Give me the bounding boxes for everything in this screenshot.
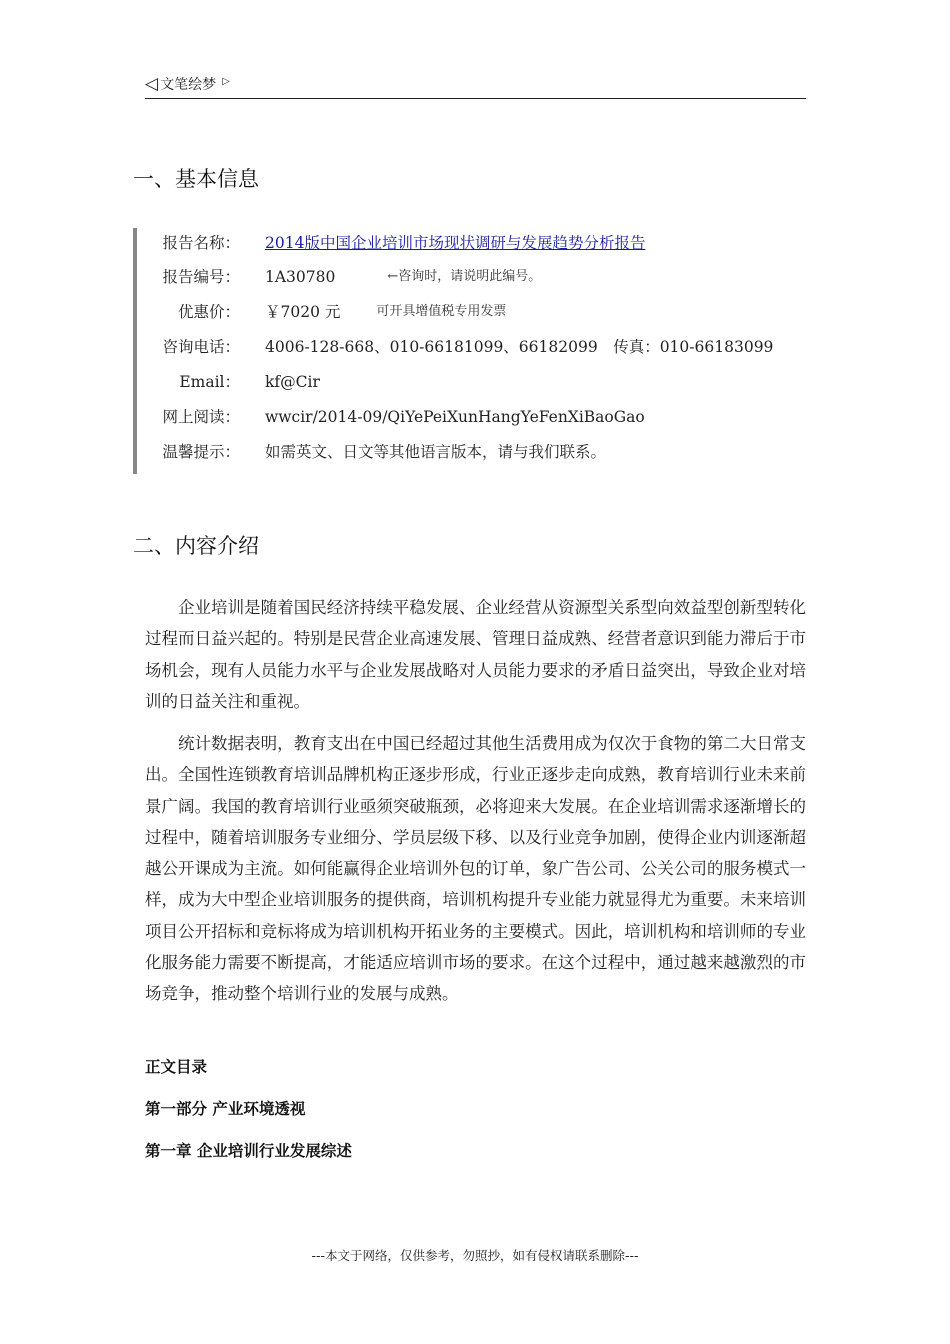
tip-label: 温馨提示： [162, 443, 240, 461]
content-paragraph-2: 统计数据表明，教育支出在中国已经超过其他生活费用成为仅次于食物的第二大日常支出。全国性连锁教育培训品牌机构正逐步形成，行业正逐步走向成熟，教育培训行业未来前景广阔。我国的教育培训行业亟须突破瓶颈，必将迎来大发展。在企业培训需求逐渐增长的过程中，随着培训服务专业细分、学员层级下移、以及行业竞争加剧，使得企业内训逐渐超越公开课成为主流。如何能赢得企业培训外包的订单，象广告公司、公关公司的服务模式一样，成为大中型企业培训服务的提供商，培训机构提升专业能力就显得尤为重要。未来培训项目公开招标和竞标将成为培训机构开拓业务的主要模式。因此，培训机构和培训师的专业化服务能力需要不断提高，才能适应培训市场的要求。在这个过程中，通过越来越激烈的市场竞争，推动整个培训行业的发展与成熟。 [145, 734, 806, 1004]
online-value: wwcir/2014-09/QiYePeiXunHangYeFenXiBaoGao [265, 408, 645, 426]
info-row-online [137, 402, 645, 432]
report-name-link[interactable]: 2014版中国企业培训市场现状调研与发展趋势分析报告 [265, 234, 646, 252]
price-note: 可开具增值税专用发票 [376, 304, 507, 319]
toc-title: 正文目录 [145, 1058, 208, 1076]
toc-part-1: 第一部分 产业环境透视 [145, 1100, 306, 1118]
info-row-tip [137, 437, 606, 467]
report-no-note: ←咨询时，请说明此编号。 [387, 269, 542, 284]
info-row-phone [137, 332, 773, 362]
toc-chapter-1: 第一章 企业培训行业发展综述 [145, 1142, 352, 1160]
email-label: Email： [179, 373, 240, 391]
info-row-price [137, 297, 506, 327]
price-label: 优惠价： [177, 303, 240, 321]
price-value: ￥7020 元 [265, 303, 341, 321]
page-footer: ---本文于网络，仅供参考，勿照抄，如有侵权请联系删除--- [311, 1248, 639, 1263]
page-header [145, 72, 806, 99]
phone-label: 咨询电话： [162, 338, 240, 356]
tip-value: 如需英文、日文等其他语言版本，请与我们联系。 [265, 443, 607, 461]
info-box [133, 228, 797, 474]
info-row-report-no [137, 262, 541, 292]
section-title-content-intro: 二、内容介绍 [133, 534, 259, 558]
report-no-label: 报告编号： [162, 268, 240, 286]
info-row-email [137, 367, 320, 397]
header-brand: 文笔绘梦 [160, 77, 217, 93]
email-value: kf@Cir [265, 373, 320, 391]
info-row-report-name [137, 228, 645, 258]
right-triangle-icon: ▷ [222, 76, 230, 87]
content-paragraph-1: 企业培训是随着国民经济持续平稳发展、企业经营从资源型关系型向效益型创新型转化过程而日益兴起的。特别是民营企业高速发展、管理日益成熟、经营者意识到能力滞后于市场机会，现有人员能力水平与企业发展战略对人员能力要求的矛盾日益突出，导致企业对培训的日益关注和重视。 [145, 598, 806, 711]
phone-value: 4006-128-668、010-66181099、66182099 传真：010-66183099 [265, 338, 774, 356]
report-name-label: 报告名称： [162, 234, 240, 252]
section-title-basic-info: 一、基本信息 [133, 167, 259, 191]
report-no-value: 1A30780 [265, 268, 336, 286]
left-triangle-icon: ◁ [145, 74, 159, 94]
online-label: 网上阅读： [162, 408, 240, 426]
